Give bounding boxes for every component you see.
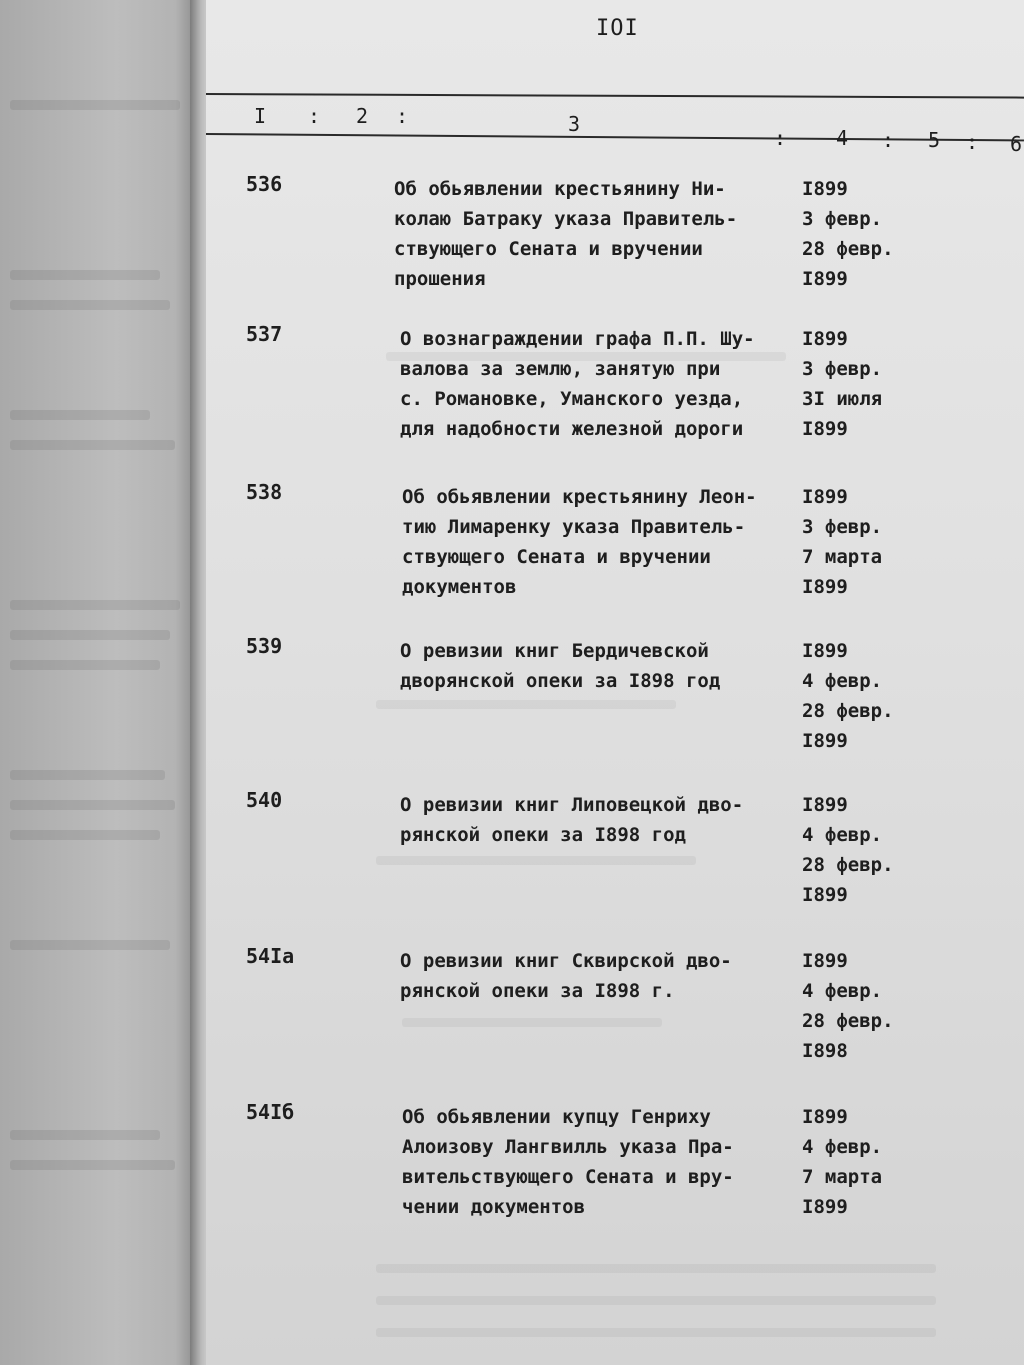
bleed-through-text: [402, 1018, 662, 1027]
document-page: [206, 0, 1024, 1365]
bleed-through-text: [376, 1264, 936, 1273]
facing-page-text-shadow: [10, 1160, 175, 1170]
entry-dates: I899 4 февр. 28 февр. I898: [802, 950, 894, 1062]
entry-number: 54Iа: [246, 944, 295, 968]
facing-page-text-shadow: [10, 1130, 160, 1140]
column-separator: :: [966, 130, 979, 154]
entry-dates: I899 3 февр. 3I июля I899: [802, 328, 883, 440]
bleed-through-text: [376, 1328, 936, 1337]
facing-page-text-shadow: [10, 830, 160, 840]
entry-dates: I899 4 февр. 7 марта I899: [802, 1106, 883, 1218]
bleed-through-text: [376, 1296, 936, 1305]
facing-page-text-shadow: [10, 440, 175, 450]
facing-page-text-shadow: [10, 660, 160, 670]
entry-number: 538: [246, 480, 283, 504]
entry-dates: I899 3 февр. 28 февр. I899: [802, 178, 894, 290]
entry-number: 540: [246, 788, 283, 812]
entry-description: О ревизии книг Бердичевской дворянской опеки за I898 год: [400, 640, 721, 692]
facing-page-text-shadow: [10, 100, 180, 110]
facing-page-text-shadow: [10, 600, 180, 610]
bleed-through-text: [376, 856, 696, 865]
facing-page-text-shadow: [10, 300, 170, 310]
page-number: IOI: [596, 16, 639, 41]
column-separator: :: [396, 104, 409, 128]
facing-page-text-shadow: [10, 800, 175, 810]
entry-number: 54Iб: [246, 1100, 295, 1124]
entry-description: Об обьявлении купцу Генриху Алоизову Лангвилль указа Пра- вительствующего Сената и вру- чении документов: [402, 1106, 734, 1218]
facing-page-text-shadow: [10, 770, 165, 780]
entry-description: О ревизии книг Липовецкой дво- рянской опеки за I898 год: [400, 794, 744, 846]
entry-number: 536: [246, 172, 283, 196]
column-separator: :: [882, 128, 895, 152]
bleed-through-text: [376, 700, 676, 709]
column-header-2: 2: [356, 104, 369, 128]
entry-number: 539: [246, 634, 283, 658]
entry-dates: I899 4 февр. 28 февр. I899: [802, 640, 894, 752]
column-separator: :: [308, 104, 321, 128]
facing-page-text-shadow: [10, 270, 160, 280]
facing-page: [0, 0, 195, 1365]
entry-dates: I899 3 февр. 7 марта I899: [802, 486, 883, 598]
column-header-4: 4: [836, 126, 849, 150]
entry-description: Об обьявлении крестьянину Ни- колаю Батраку указа Правитель- ствующего Сената и вручении прошения: [394, 178, 738, 290]
entry-description: О вознаграждении графа П.П. Шу- валова за землю, занятую при с. Романовке, Уманского уезда, для надобности железной дороги: [400, 328, 755, 440]
column-separator: :: [774, 126, 787, 150]
entry-description: Об обьявлении крестьянину Леон- тию Лимаренку указа Правитель- ствующего Сената и вручении документов: [402, 486, 757, 598]
facing-page-text-shadow: [10, 410, 150, 420]
facing-page-text-shadow: [10, 630, 170, 640]
entry-dates: I899 4 февр. 28 февр. I899: [802, 794, 894, 906]
column-header-6: 6: [1010, 132, 1023, 156]
table-header-rule: [206, 133, 1024, 141]
facing-page-text-shadow: [10, 940, 170, 950]
table-top-rule: [206, 93, 1024, 99]
column-header-5: 5: [928, 128, 941, 152]
entry-number: 537: [246, 322, 283, 346]
column-header-3: 3: [568, 112, 581, 136]
entry-description: О ревизии книг Сквирской дво- рянской опеки за I898 г.: [400, 950, 732, 1002]
column-header-1: I: [254, 104, 267, 128]
